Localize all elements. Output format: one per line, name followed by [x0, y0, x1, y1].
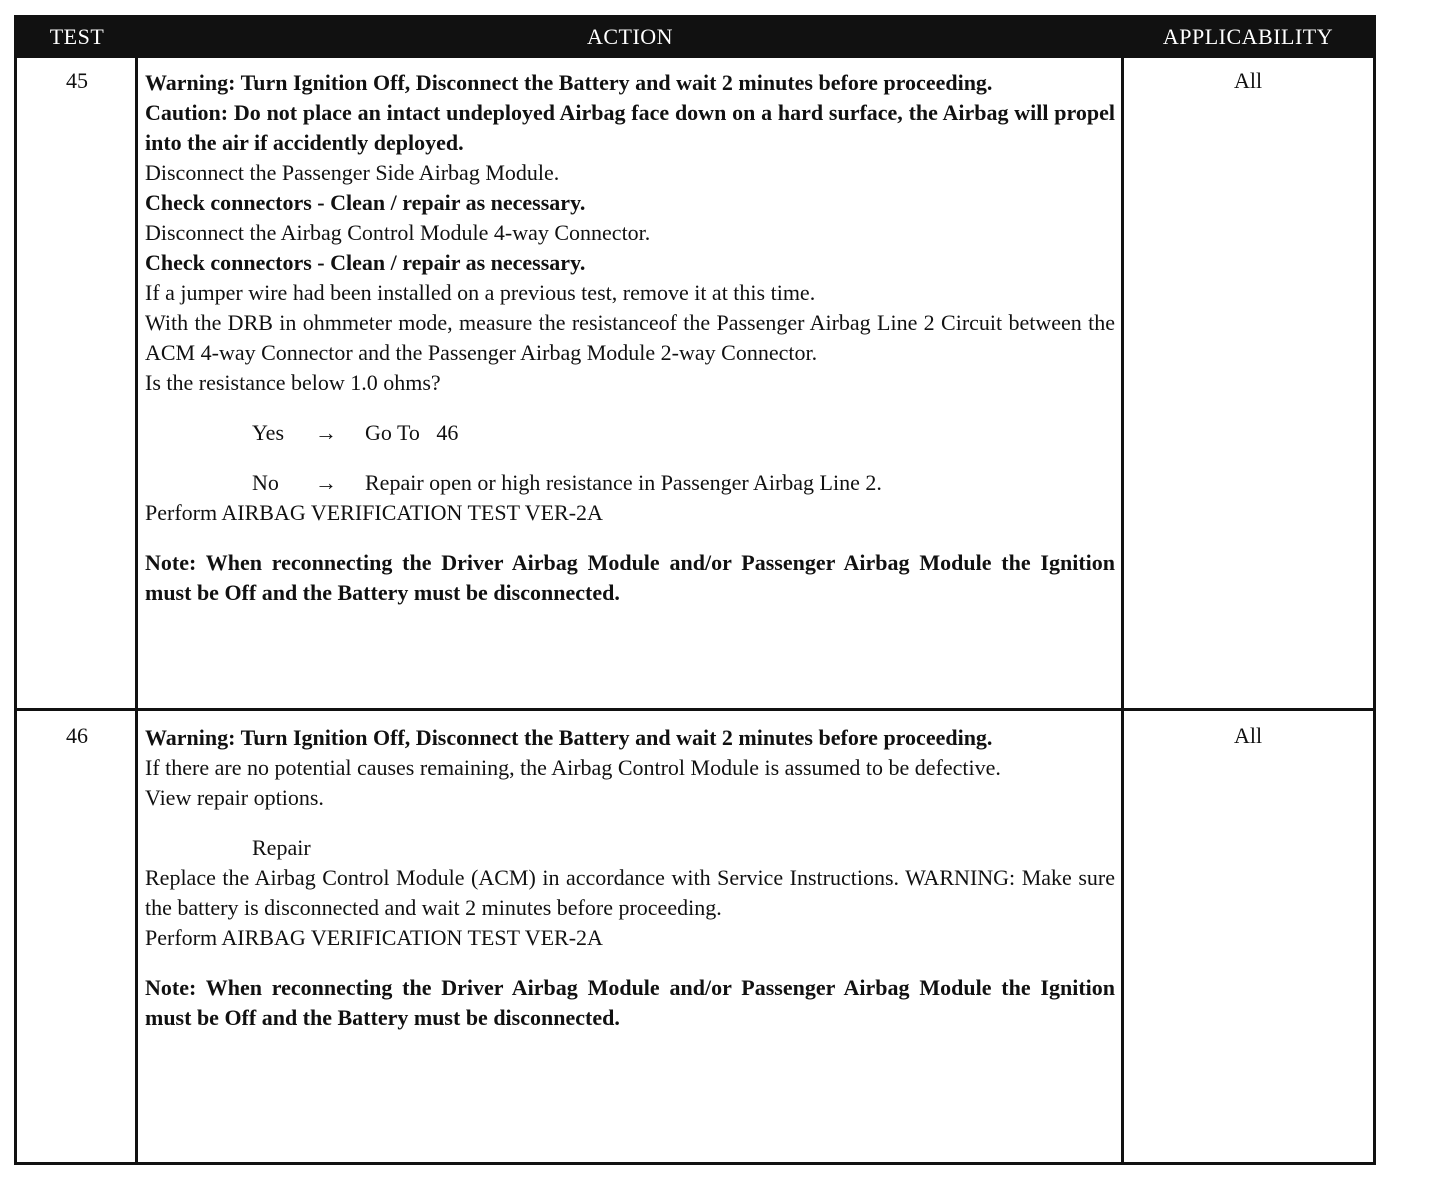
header-applicability: APPLICABILITY [1162, 24, 1334, 49]
step-text: If there are no potential causes remaining, the Airbag Control Module is assumed to be defective. [145, 755, 1001, 780]
no-option [145, 468, 1115, 498]
test-number: 45 [66, 68, 88, 93]
column-divider [1121, 58, 1124, 1162]
arrow-right-icon: → [315, 470, 337, 495]
diagnostic-test-table [14, 15, 1376, 1165]
arrow-right-icon: → [315, 420, 337, 445]
column-divider [135, 58, 138, 1162]
question-text: Is the resistance below 1.0 ohms? [145, 370, 441, 395]
table-header [17, 18, 1373, 58]
note-text: Note: When reconnecting the Driver Airbag Module and/or Passenger Airbag Module the Ignition must be Off and the Battery must be disconnected. [145, 550, 1115, 605]
no-action: Repair open or high resistance in Passenger Airbag Line 2. [365, 470, 882, 495]
repair-text: Replace the Airbag Control Module (ACM) in accordance with Service Instructions. WARNING: Make sure the battery is disconnected and wait 2 minutes before proceeding. [145, 865, 1115, 920]
step-text: If a jumper wire had been installed on a previous test, remove it at this time. [145, 280, 816, 305]
header-test: TEST [49, 24, 105, 49]
warning-text: Warning: Turn Ignition Off, Disconnect the Battery and wait 2 minutes before proceeding. [145, 70, 993, 95]
note-text: Note: When reconnecting the Driver Airbag Module and/or Passenger Airbag Module the Ignition must be Off and the Battery must be disconnected. [145, 975, 1115, 1030]
step-text: Disconnect the Airbag Control Module 4-way Connector. [145, 220, 651, 245]
yes-option [145, 418, 1115, 448]
no-action-verify: Perform AIRBAG VERIFICATION TEST VER-2A [145, 500, 603, 525]
step-text: Disconnect the Passenger Side Airbag Module. [145, 160, 560, 185]
test-number: 46 [66, 723, 88, 748]
action-cell [145, 723, 1115, 1033]
check-text: Check connectors - Clean / repair as necessary. [145, 190, 586, 215]
row-divider [17, 708, 1373, 711]
yes-label: Yes [252, 420, 285, 445]
applicability-value: All [1233, 723, 1263, 748]
no-label: No [252, 470, 279, 495]
repair-option [145, 833, 1115, 863]
step-text: With the DRB in ohmmeter mode, measure the resistanceof the Passenger Airbag Line 2 Circuit between the ACM 4-way Connector and the Passenger Airbag Module 2-way Connector. [145, 310, 1115, 365]
caution-text: Caution: Do not place an intact undeployed Airbag face down on a hard surface, the Airbag will propel into the air if accidently deployed. [145, 100, 1115, 155]
repair-verify: Perform AIRBAG VERIFICATION TEST VER-2A [145, 925, 603, 950]
repair-label: Repair [252, 835, 311, 860]
check-text: Check connectors - Clean / repair as necessary. [145, 250, 586, 275]
step-text: View repair options. [145, 785, 324, 810]
header-action: ACTION [586, 24, 674, 49]
warning-text: Warning: Turn Ignition Off, Disconnect the Battery and wait 2 minutes before proceeding. [145, 725, 993, 750]
yes-action: Go To 46 [365, 420, 459, 445]
action-cell [145, 68, 1115, 608]
applicability-value: All [1233, 68, 1263, 93]
